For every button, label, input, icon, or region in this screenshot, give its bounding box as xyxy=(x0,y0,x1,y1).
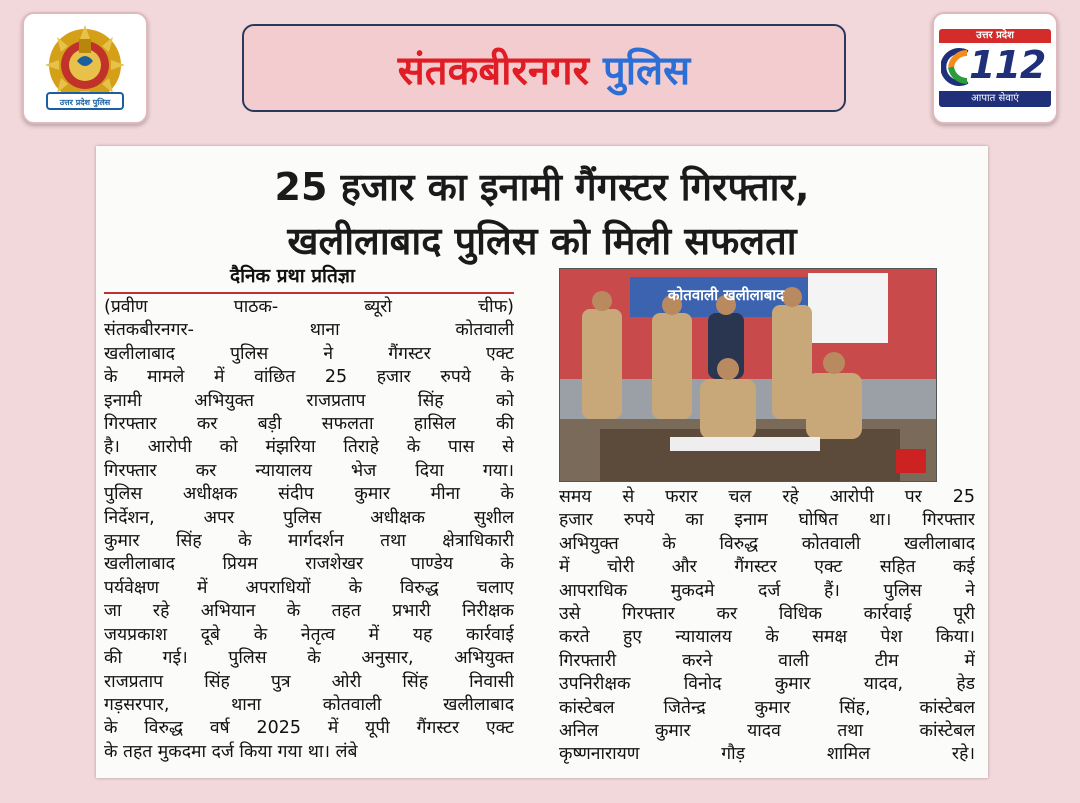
article-text-line: कृष्णनारायण गौड़ शामिल रहे। xyxy=(559,744,975,765)
article-text-line: के विरुद्ध वर्ष 2025 में यूपी गैंगस्टर एक्ट xyxy=(104,718,514,739)
article-text-line: गिरफ्तार कर न्यायालय भेज दिया गया। xyxy=(104,460,514,481)
phone-swoosh-icon xyxy=(941,47,971,87)
article-text-line: (प्रवीण पाठक- ब्यूरो चीफ) xyxy=(104,297,514,317)
article-text-line: समय से फरार चल रहे आरोपी पर 25 xyxy=(559,487,975,507)
article-text-line: पुलिस अधीक्षक संदीप कुमार मीना के xyxy=(104,484,514,505)
article-text-line: है। आरोपी को मंझरिया तिराहे के पास से xyxy=(104,437,514,458)
article-text-line: के मामले में वांछित 25 हजार रुपये के xyxy=(104,367,514,388)
up112-number: 112 xyxy=(969,43,1046,87)
article-text-line: की गई। पुलिस के अनुसार, अभियुक्त xyxy=(104,648,514,669)
article-text-line: गिरफ्तार कर बड़ी सफलता हासिल की xyxy=(104,414,514,435)
article-text-line: आपराधिक मुकदमे दर्ज हैं। पुलिस ने xyxy=(559,580,975,601)
newspaper-clipping xyxy=(96,146,988,778)
article-text-line: अनिल कुमार यादव तथा कांस्टेबल xyxy=(559,721,975,742)
up-police-logo xyxy=(22,12,148,124)
newspaper-name: दैनिक प्रथा प्रतिज्ञा xyxy=(230,265,355,287)
article-text-line: उपनिरीक्षक विनोद कुमार यादव, हेड xyxy=(559,674,975,695)
article-text-line: अभियुक्त के विरुद्ध कोतवाली खलीलाबाद xyxy=(559,533,975,554)
article-text-line: हजार रुपये का इनाम घोषित था। गिरफ्तार xyxy=(559,510,975,531)
article-text-line: करते हुए न्यायालय के समक्ष पेश किया। xyxy=(559,627,975,648)
article-text-line: निर्देशन, अपर पुलिस अधीक्षक सुशील xyxy=(104,507,514,528)
article-text-line: संतकबीरनगर- थाना कोतवाली xyxy=(104,320,514,341)
article-text-line: गिरफ्तारी करने वाली टीम में xyxy=(559,650,975,671)
article-text-line: उसे गिरफ्तार कर विधिक कार्रवाई पूरी xyxy=(559,604,975,625)
article-text-line: खलीलाबाद पुलिस ने गैंगस्टर एक्ट xyxy=(104,343,514,364)
article-text-line: में चोरी और गैंगस्टर एक्ट सहित कई xyxy=(559,557,975,578)
page-title-district: संतकबीरनगर xyxy=(397,47,589,94)
article-text-line: पर्यवेक्षण में अपराधियों के विरुद्ध चलाए xyxy=(104,577,514,598)
article-text-line: राजप्रताप सिंह पुत्र ओरी सिंह निवासी xyxy=(104,671,514,692)
page-title-police: पुलिस xyxy=(602,47,691,94)
article-text-line: खलीलाबाद प्रियम राजशेखर पाण्डेय के xyxy=(104,554,514,575)
headline-line: खलीलाबाद पुलिस को मिली सफलता xyxy=(287,219,797,263)
photo-sign: कोतवाली खलीलाबाद xyxy=(667,286,785,304)
emblem-caption: उत्तर प्रदेश पुलिस xyxy=(59,98,111,107)
byline-divider xyxy=(104,292,514,294)
article-column-right xyxy=(559,486,975,767)
up112-logo-icon xyxy=(939,29,1051,107)
article-headline xyxy=(96,160,988,268)
article-text-line: कुमार सिंह के मार्गदर्शन तथा क्षेत्राधिकारी xyxy=(104,531,514,552)
up112-bottom-band: आपात सेवाएं xyxy=(939,91,1051,107)
article-text-line: के तहत मुकदमा दर्ज किया गया था। लंबे xyxy=(104,741,358,762)
headline-line: 25 हजार का इनामी गैंगस्टर गिरफ्तार, xyxy=(274,165,810,209)
article-text-line: गड़सरपार, थाना कोतवाली खलीलाबाद xyxy=(104,694,514,715)
article-photo xyxy=(559,268,937,482)
up112-top-band: उत्तर प्रदेश xyxy=(939,29,1051,43)
article-text-line: कांस्टेबल जितेन्द्र कुमार सिंह, कांस्टेबल xyxy=(559,697,975,718)
page-title-banner xyxy=(242,24,846,112)
article-text-line: इनामी अभियुक्त राजप्रताप सिंह को xyxy=(104,390,514,411)
article-text-line: जा रहे अभियान के तहत प्रभारी निरीक्षक xyxy=(104,601,514,622)
up112-logo xyxy=(932,12,1058,124)
article-text-line: जयप्रकाश दूबे के नेतृत्व में यह कार्रवाई xyxy=(104,624,514,645)
article-column-left xyxy=(104,296,514,764)
